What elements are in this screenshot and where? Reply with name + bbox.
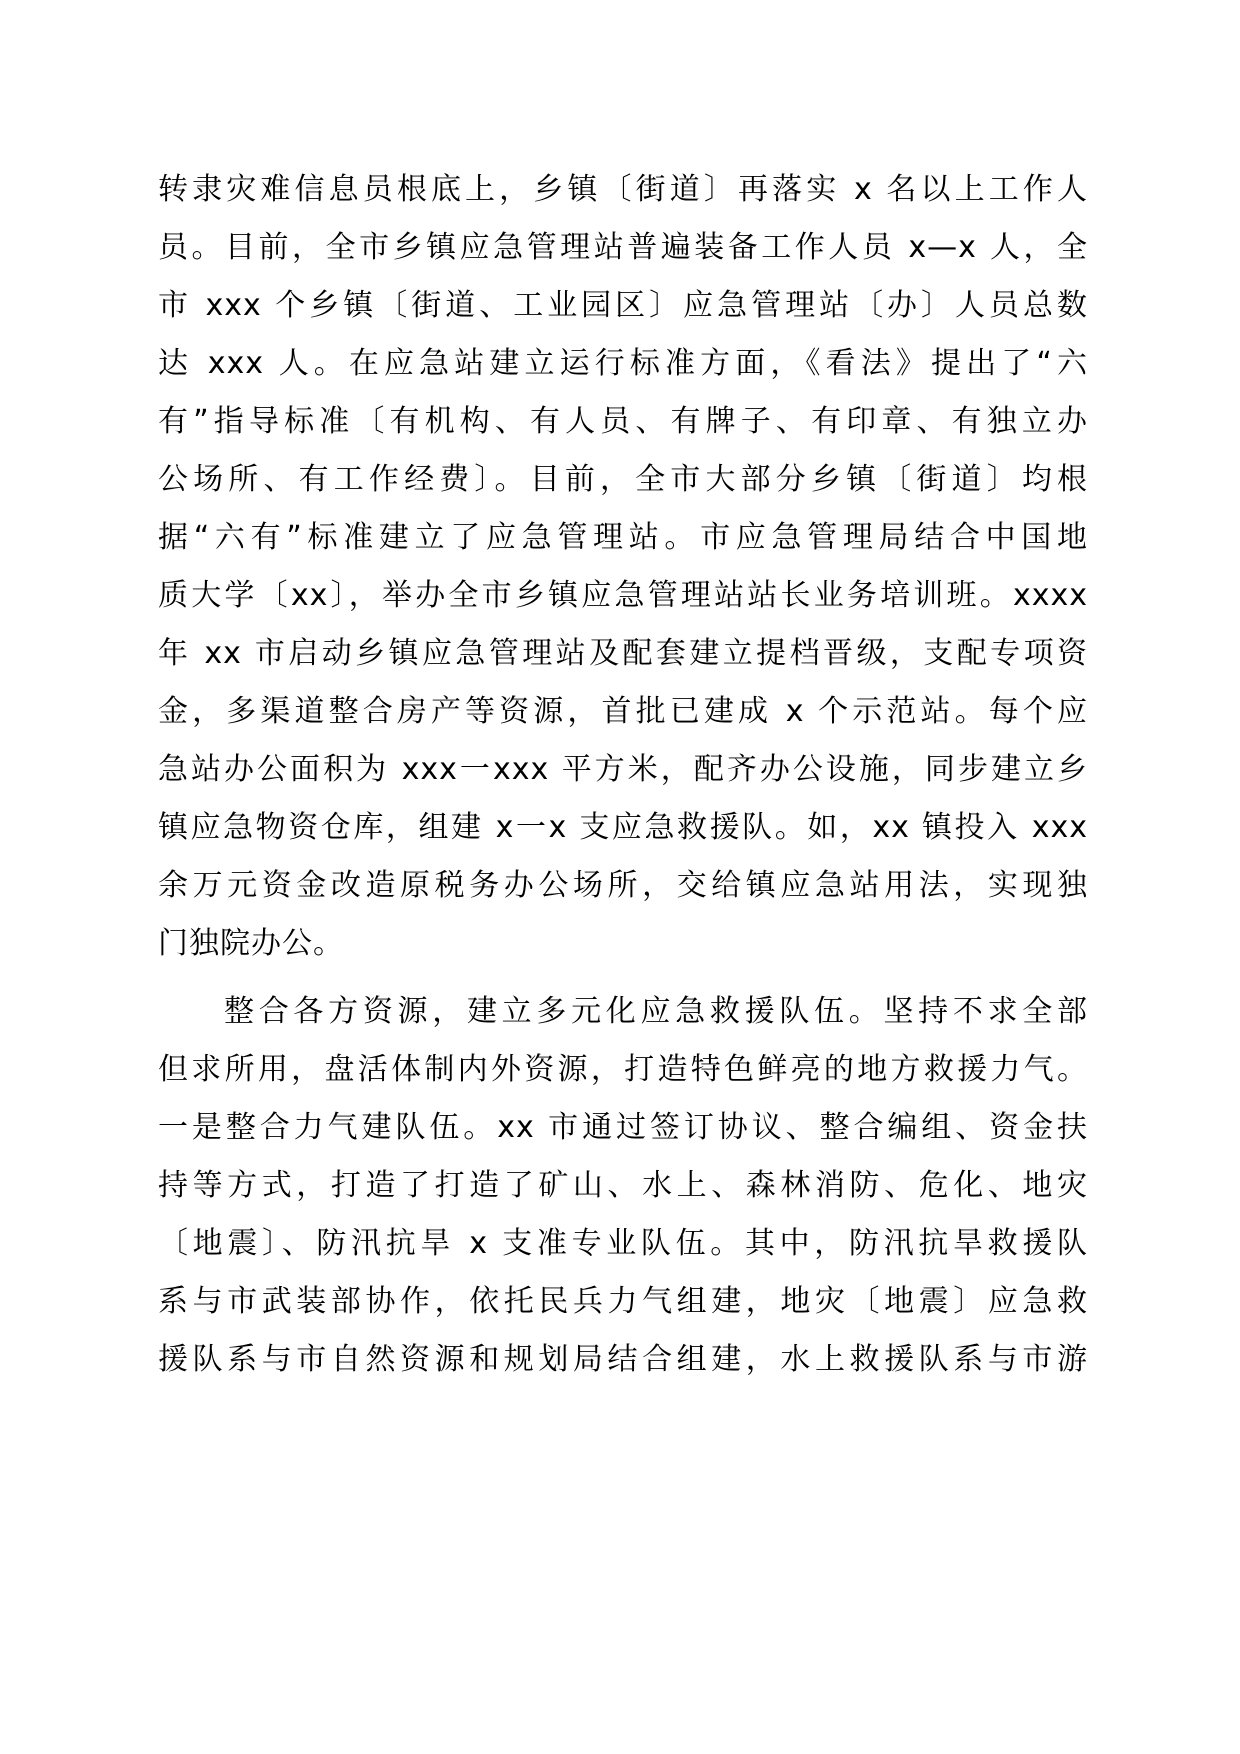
text-line: 市 xxx 个乡镇〔街道、工业园区〕应急管理站〔办〕人员总数: [158, 288, 1088, 323]
text-line: 一是整合力气建队伍。xx 市通过签订协议、整合编组、资金扶: [158, 1110, 1088, 1145]
text-line: 但求所用，盘活体制内外资源，打造特色鲜亮的地方救援力气。: [158, 1052, 1088, 1087]
text-line: 转隶灾难信息员根底上，乡镇〔街道〕再落实 x 名以上工作人: [158, 172, 1088, 207]
text-line: 系与市武装部协作，依托民兵力气组建，地灾〔地震〕应急救: [158, 1284, 1088, 1319]
text-line: 援队系与市自然资源和规划局结合组建，水上救援队系与市游: [158, 1342, 1088, 1377]
paragraph-start-line: 整合各方资源，建立多元化应急救援队伍。坚持不求全部: [224, 994, 1088, 1029]
text-line: 持等方式，打造了打造了矿山、水上、森林消防、危化、地灾: [158, 1168, 1088, 1203]
text-line: 门独院办公。: [158, 926, 344, 961]
text-line: 有”指导标准〔有机构、有人员、有牌子、有印章、有独立办: [158, 404, 1088, 439]
text-line: 员。目前，全市乡镇应急管理站普遍装备工作人员 x—x 人，全: [158, 230, 1088, 265]
text-line: 镇应急物资仓库，组建 x一x 支应急救援队。如，xx 镇投入 xxx: [158, 810, 1088, 845]
text-line: 年 xx 市启动乡镇应急管理站及配套建立提档晋级，支配专项资: [158, 636, 1088, 671]
text-line: 据“六有”标准建立了应急管理站。市应急管理局结合中国地: [158, 520, 1088, 555]
text-line: 金，多渠道整合房产等资源，首批已建成 x 个示范站。每个应: [158, 694, 1088, 729]
text-line: 达 xxx 人。在应急站建立运行标准方面，《看法》提出了“六: [158, 346, 1088, 381]
text-line: 公场所、有工作经费〕。目前，全市大部分乡镇〔街道〕均根: [158, 462, 1088, 497]
text-line: 〔地震〕、防汛抗旱 x 支准专业队伍。其中，防汛抗旱救援队: [158, 1226, 1088, 1261]
text-line: 质大学〔xx〕，举办全市乡镇应急管理站站长业务培训班。xxxx: [158, 578, 1088, 613]
text-line: 急站办公面积为 xxx一xxx 平方米，配齐办公设施，同步建立乡: [158, 752, 1088, 787]
text-line: 余万元资金改造原税务办公场所，交给镇应急站用法，实现独: [158, 868, 1088, 903]
